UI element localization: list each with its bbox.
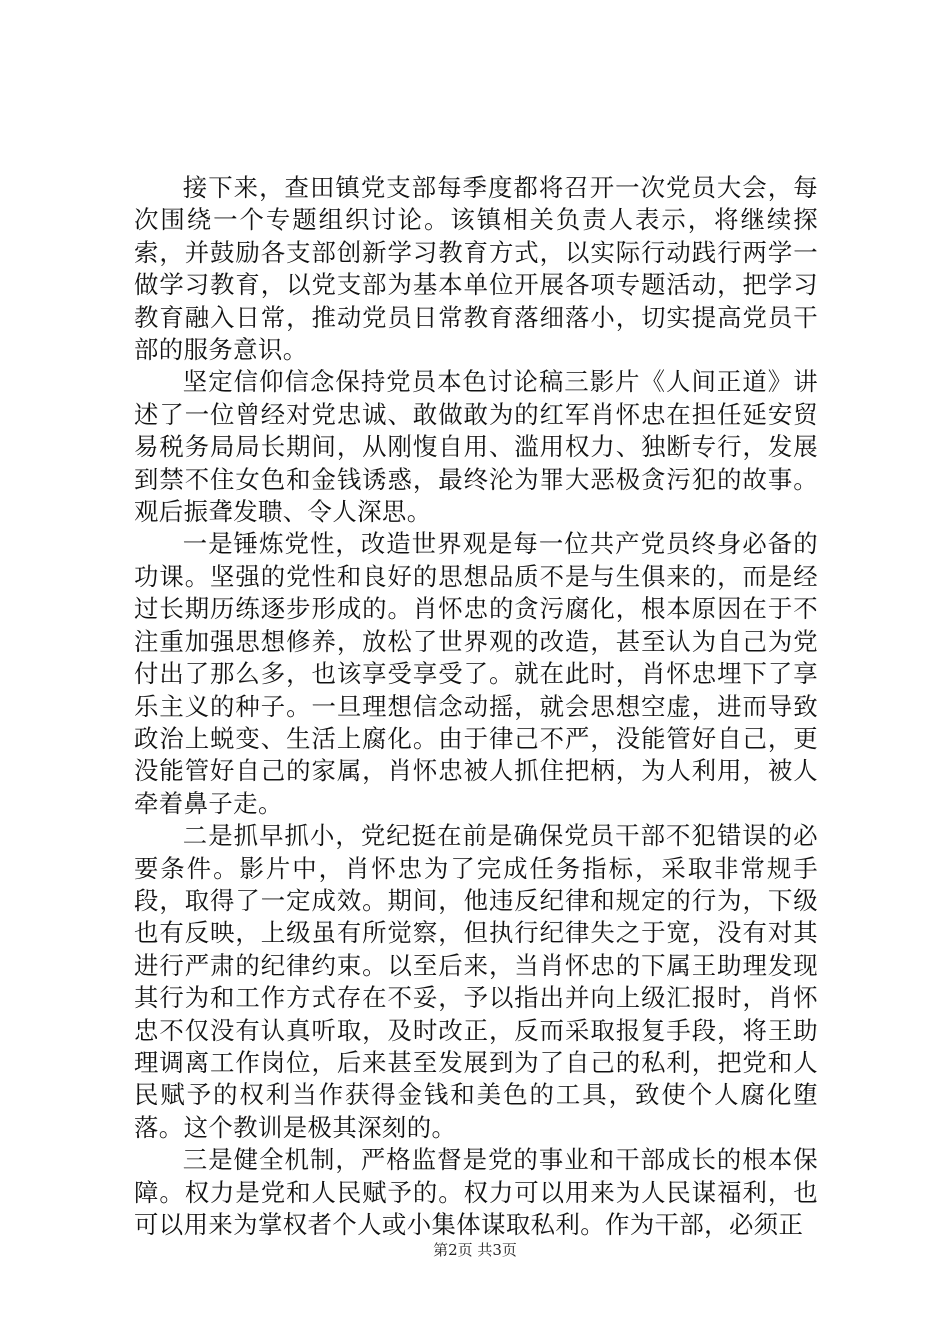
- document-body: [134, 172, 818, 1241]
- paragraph-point-three: 三是健全机制，严格监督是党的事业和干部成长的根本保障。权力是党和人民赋予的。权力可以用来为人民谋福利，也可以用来为掌权者个人或小集体谋取私利。作为干部，必须正: [134, 1145, 818, 1239]
- paragraph-film-summary: 坚定信仰信念保持党员本色讨论稿三影片《人间正道》讲述了一位曾经对党忠诚、敢做敢为的红军肖怀忠在担任延安贸易税务局局长期间，从刚愎自用、滥用权力、独断专行，发展到禁不住女色和金钱诱惑，最终沦为罪大恶极贪污犯的故事。观后振聋发聩、令人深思。: [134, 367, 818, 527]
- paragraph-intro-closing: 接下来，查田镇党支部每季度都将召开一次党员大会，每次围绕一个专题组织讨论。该镇相关负责人表示，将继续探索，并鼓励各支部创新学习教育方式，以实际行动践行两学一做学习教育，以党支部为基本单位开展各项专题活动，把学习教育融入日常，推动党员日常教育落细落小，切实提高党员干部的服务意识。: [134, 173, 818, 365]
- page-footer: 第2页 共3页: [433, 1241, 517, 1259]
- paragraph-point-two: 二是抓早抓小，党纪挺在前是确保党员干部不犯错误的必要条件。影片中，肖怀忠为了完成任务指标，采取非常规手段，取得了一定成效。期间，他违反纪律和规定的行为，下级也有反映，上级虽有所觉察，但执行纪律失之于宽，没有对其进行严肃的纪律约束。以至后来，当肖怀忠的下属王助理发现其行为和工作方式存在不妥，予以指出并向上级汇报时，肖怀忠不仅没有认真听取，及时改正，反而采取报复手段，将王助理调离工作岗位，后来甚至发展到为了自己的私利，把党和人民赋予的权利当作获得金钱和美色的工具，致使个人腐化堕落。这个教训是极其深刻的。: [134, 821, 818, 1142]
- paragraph-point-one: 一是锤炼党性，改造世界观是每一位共产党员终身必备的功课。坚强的党性和良好的思想品质不是与生俱来的，而是经过长期历练逐步形成的。肖怀忠的贪污腐化，根本原因在于不注重加强思想修养，放松了世界观的改造，甚至认为自己为党付出了那么多，也该享受享受了。就在此时，肖怀忠埋下了享乐主义的种子。一旦理想信念动摇，就会思想空虚，进而导致政治上蜕变、生活上腐化。由于律己不严，没能管好自己，更没能管好自己的家属，肖怀忠被人抓住把柄，为人利用，被人牵着鼻子走。: [134, 529, 818, 818]
